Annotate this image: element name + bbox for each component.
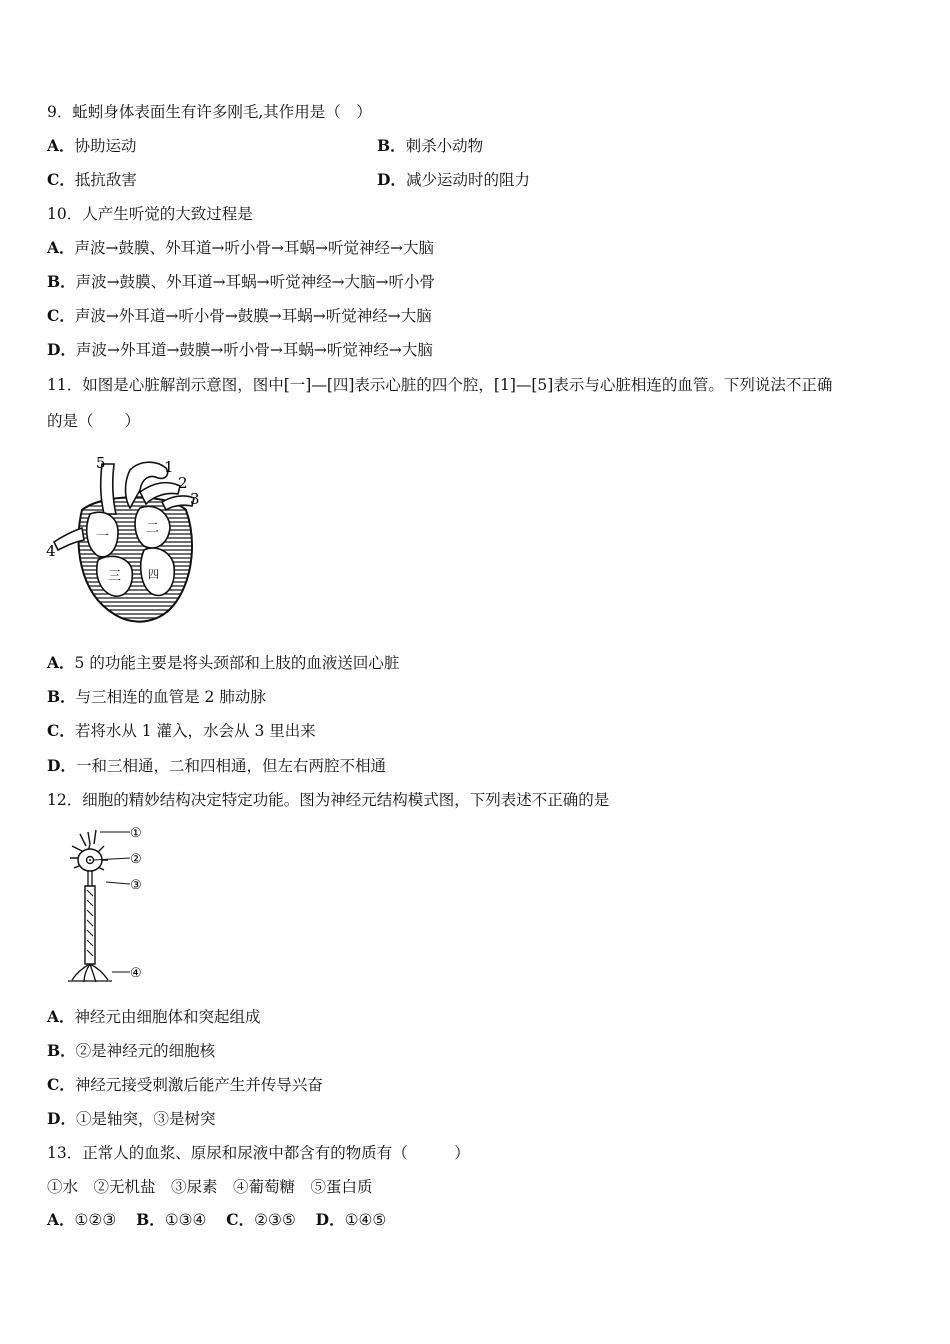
option-text: ②③⑤ [254,1211,296,1229]
q10-stem: 10．人产生听觉的大致过程是 [47,205,253,223]
option-letter: A． [47,1210,75,1229]
option-letter: B． [47,1041,76,1060]
option-text: 声波→鼓膜、外耳道→耳蜗→听觉神经→大脑→听小骨 [75,273,436,291]
neuron-label-2: ② [130,852,142,867]
q12-option-a [47,1007,261,1027]
option-letter: C． [47,1075,75,1094]
heart-label-5: 5 [96,454,106,472]
q10-option-c [47,306,432,326]
heart-label-4: 4 [46,542,56,560]
option-text: 声波→外耳道→听小骨→鼓膜→耳蜗→听觉神经→大脑 [74,307,432,325]
option-letter: C． [47,721,75,740]
heart-label-1: 1 [164,458,174,476]
option-text: ①②③ [74,1211,117,1229]
option-letter: B． [47,272,76,291]
heart-diagram [44,452,214,634]
heart-label-3: 3 [190,490,200,508]
heart-chamber-label-3: 三 [108,569,122,584]
q11-option-a [47,653,399,673]
option-letter: D． [47,340,76,359]
option-letter: D． [377,170,406,189]
option-letter: C． [47,170,75,189]
option-text: ②是神经元的细胞核 [75,1042,216,1060]
q13-stem: 13．正常人的血浆、原尿和尿液中都含有的物质有（ ） [47,1144,470,1162]
q9-option-a [47,136,137,156]
option-letter: D． [47,756,76,775]
option-letter: B． [47,687,76,706]
option-text: ①④⑤ [344,1211,387,1229]
q12-stem: 12．细胞的精妙结构决定特定功能。图为神经元结构模式图，下列表述不正确的是 [47,791,610,809]
q13-items: ①水 ②无机盐 ③尿素 ④葡萄糖 ⑤蛋白质 [47,1178,373,1196]
neuron-terminals [72,964,108,982]
option-text: 抵抗敌害 [74,171,137,189]
option-text: 声波→外耳道→鼓膜→听小骨→耳蜗→听觉神经→大脑 [75,341,433,359]
option-letter: C． [226,1210,255,1229]
option-text: ①是轴突，③是树突 [75,1110,216,1128]
option-text: 5 的功能主要是将头颈部和上肢的血液送回心脏 [74,654,400,672]
option-letter: A． [47,1007,75,1026]
q12-option-b [47,1041,215,1061]
q11-option-d [47,756,386,776]
option-text: ①③④ [164,1211,207,1229]
option-text: 神经元接受刺激后能产生并传导兴奋 [74,1076,323,1094]
q11-stem-line1: 11．如图是心脏解剖示意图，图中[一]—[四]表示心脏的四个腔，[1]—[5]表示与心脏相连的血管。下列说法不正确 [47,376,833,394]
option-letter: B． [377,136,406,155]
q11-option-c [47,721,316,741]
neuron-axon [88,870,92,886]
q12-option-c [47,1075,323,1095]
q9-option-b [377,136,483,156]
q9-option-c [47,170,137,190]
neuron-diagram [60,824,160,988]
option-letter: C． [47,306,75,325]
q10-option-a [47,238,434,258]
option-text: 刺杀小动物 [405,137,484,155]
neuron-label-4: ④ [130,966,142,981]
q11-option-b [47,687,266,707]
heart-chamber-label-4: 四 [148,568,159,581]
option-letter: A． [47,653,75,672]
heart-chamber-label-2: 二 [146,521,160,536]
q12-option-d [47,1109,215,1129]
option-letter: A． [47,136,75,155]
q13-options [47,1210,386,1230]
option-letter: D． [47,1109,76,1128]
option-letter: A． [47,238,75,257]
option-text: 声波→鼓膜、外耳道→听小骨→耳蜗→听觉神经→大脑 [74,239,434,257]
neuron-label-1: ① [130,826,142,841]
option-text: 神经元由细胞体和突起组成 [74,1008,261,1026]
option-text: 与三相连的血管是 2 肺动脉 [75,688,266,706]
q9-stem: 9．蚯蚓身体表面生有许多刚毛,其作用是（ ） [47,103,372,121]
heart-label-2: 2 [178,474,188,492]
option-text: 一和三相通，二和四相通，但左右两腔不相通 [75,757,386,775]
q11-stem-line2: 的是（ ） [47,412,141,430]
neuron-label-3: ③ [130,878,142,893]
option-letter: D． [315,1210,345,1229]
option-text: 协助运动 [74,137,137,155]
option-text: 减少运动时的阻力 [405,171,530,189]
heart-chamber-label-1: 一 [96,529,110,544]
q9-option-d [377,170,530,190]
q10-option-d [47,340,433,360]
option-letter: B． [136,1210,165,1229]
option-text: 若将水从 1 灌入，水会从 3 里出来 [74,722,316,740]
q10-option-b [47,272,435,292]
